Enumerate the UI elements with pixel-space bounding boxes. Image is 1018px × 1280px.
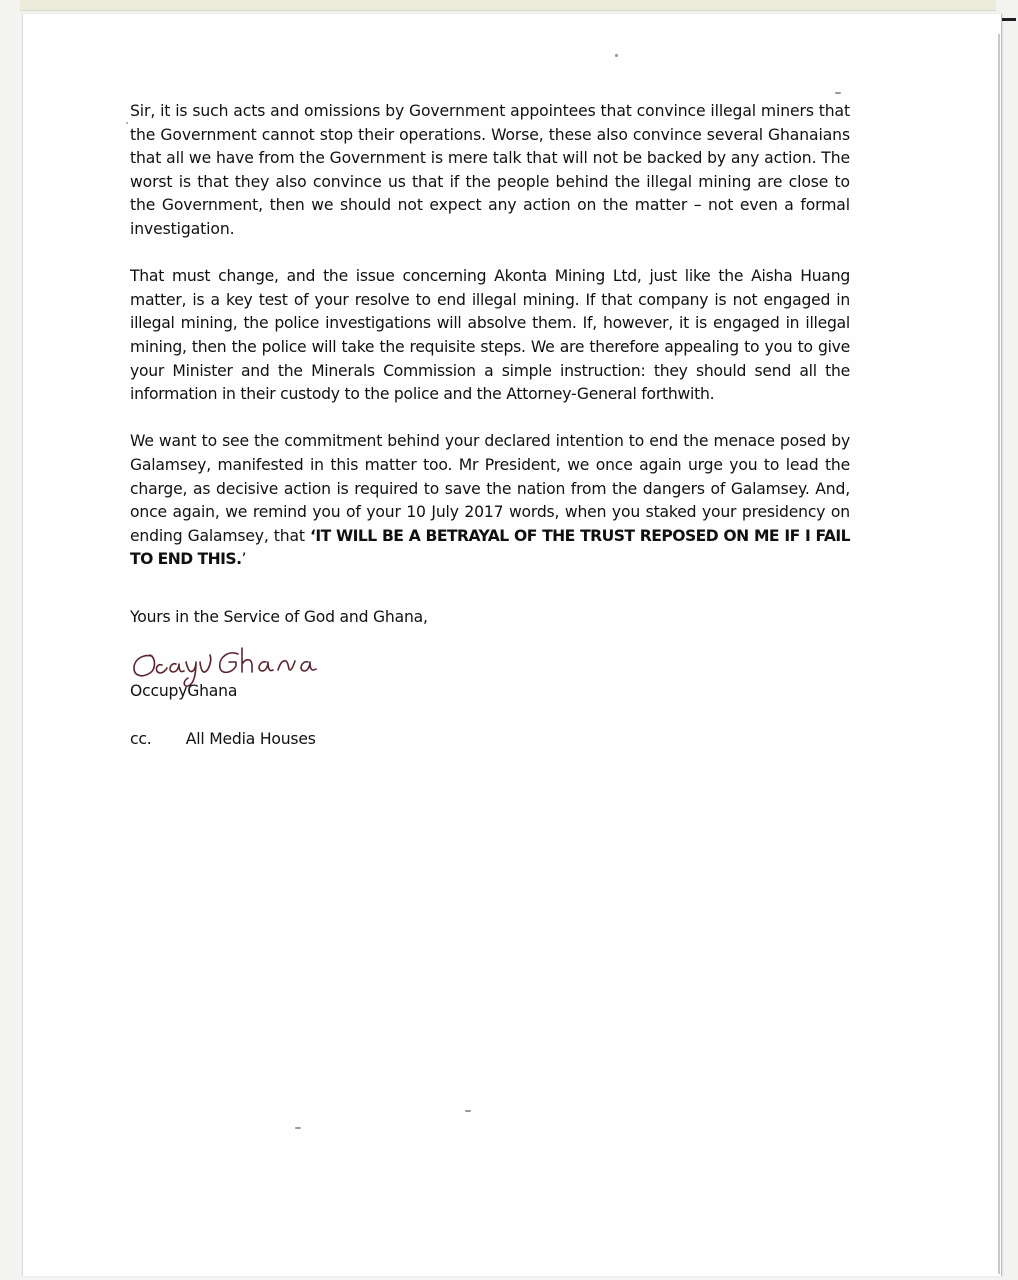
- closing-salutation: Yours in the Service of God and Ghana,: [130, 608, 428, 626]
- paper-speck: [615, 54, 618, 57]
- page-fold-shadow: [998, 34, 1000, 1274]
- paragraph-akonta-mining: That must change, and the issue concerning Akonta Mining Ltd, just like the Aisha Huang matter, is a key test of your resolve to end illegal mining. If that company is not engaged in illegal mining, the police investigations will absolve them. If, however, it is engaged in illegal mining, then the police will take the requisite steps. We are therefore appealing to you to give your Minister and the Minerals Commission a simple instruction: they should send all the information in their custody to the police and the Attorney-General forthwith.: [130, 267, 850, 404]
- cc-recipients: All Media Houses: [185, 730, 316, 748]
- cc-line: [130, 730, 316, 748]
- top-edge-strip: [20, 0, 996, 11]
- betrayal-quote: ‘IT WILL BE A BETRAYAL OF THE TRUST REPOSED ON ME IF I FAIL TO END THIS.: [130, 526, 850, 569]
- paper-speck: [465, 1110, 471, 1112]
- quote-close: ’: [241, 550, 247, 569]
- cc-label: cc.: [130, 730, 152, 748]
- signatory-name: OccupyGhana: [130, 682, 238, 700]
- paper-speck: [126, 122, 128, 124]
- paragraph-acts-and-omissions: Sir, it is such acts and omissions by Government appointees that convince illegal miners that the Government cannot stop their operations. Worse, these also convince several Ghanaians that all we have from the Government is mere talk that will not be backed by any action. The worst is that they also convince us that if the people behind the illegal mining are close to the Government, then we should not expect any action on the matter – not even a formal investigation.: [130, 102, 850, 238]
- paper-speck: [835, 92, 841, 94]
- paragraph-commitment: [130, 430, 850, 572]
- commitment-text: We want to see the commitment behind your declared intention to end the menace posed by Galamsey, manifested in this matter too. Mr President, we once again urge you to lead the charge, as decisive action is required to save the nation from the dangers of Galamsey. And, once again, we remind you of your 10 July 2017 words, when you staked your presidency on ending Galamsey, that: [130, 432, 850, 545]
- paper-speck: [295, 1127, 301, 1129]
- letter-body: [130, 100, 850, 595]
